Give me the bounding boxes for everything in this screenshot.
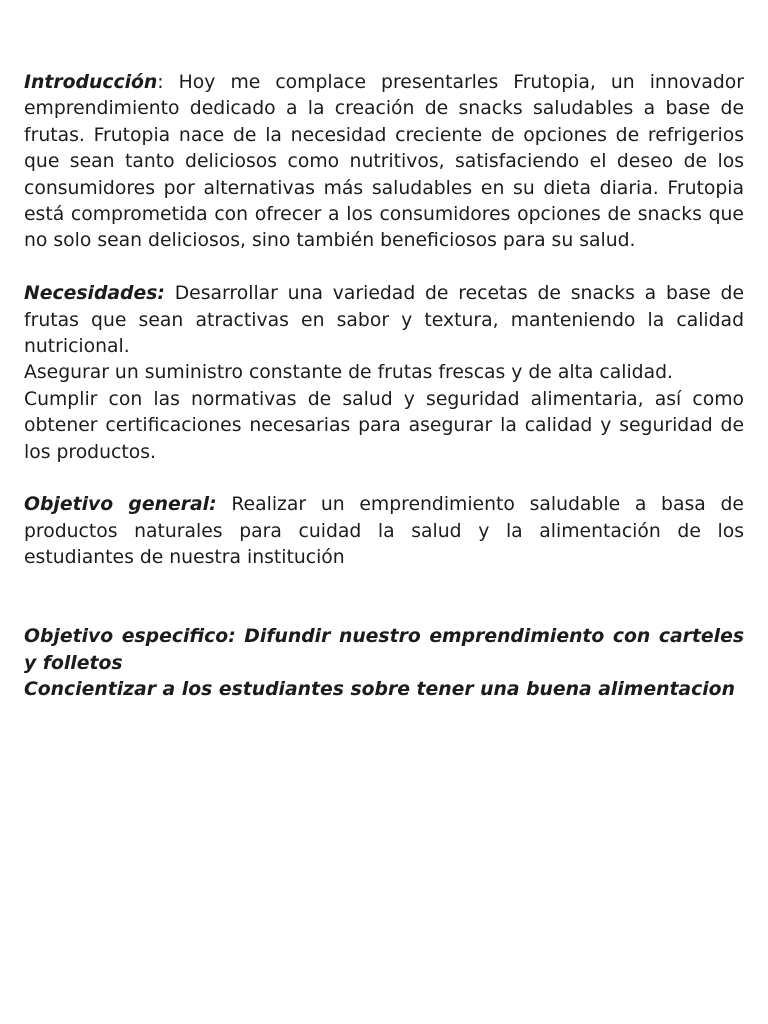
necesidades-paragraph bbox=[24, 281, 744, 360]
introduccion-label: Introducción bbox=[24, 72, 158, 93]
introduccion-text: : Hoy me complace presentarles Frutopia, un innovador emprendimiento dedicado a la creación de snacks saludables a base de frutas. Frutopia nace de la necesidad creciente de opciones de refrigerios que sean tanto deliciosos como nutritivos, satisfaciendo el deseo de los consumidores por alternativas más saludables en su dieta diaria. Frutopia está comprometida con ofrecer a los consumidores opciones de snacks que no solo sean deliciosos, sino también beneficiosos para su salud. bbox=[24, 72, 744, 252]
objetivo-especifico-item-2: Concientizar a los estudiantes sobre tener una buena alimentacion bbox=[24, 679, 735, 701]
objetivo-especifico-text: Difundir nuestro emprendimiento con carteles y folletos bbox=[24, 626, 744, 674]
necesidades-item-2: Asegurar un suministro constante de frutas frescas y de alta calidad. bbox=[24, 362, 673, 384]
objetivo-general-text: Realizar un emprendimiento saludable a basa de productos naturales para cuidad la salud y la alimentación de los estudiantes de nuestra institución bbox=[24, 494, 744, 569]
introduccion-paragraph bbox=[24, 70, 744, 255]
necesidades-label: Necesidades: bbox=[24, 283, 165, 305]
objetivo-especifico-label: Objetivo especifico: bbox=[24, 626, 236, 648]
spacer bbox=[24, 466, 744, 492]
necesidades-text: Desarrollar una variedad de recetas de snacks a base de frutas que sean atractivas en sabor y textura, manteniendo la calidad nutricional. bbox=[24, 283, 744, 358]
objetivo-general-label: Objetivo general: bbox=[24, 494, 217, 516]
objetivo-especifico-paragraph bbox=[24, 624, 744, 677]
spacer bbox=[24, 255, 744, 281]
spacer bbox=[24, 572, 744, 625]
necesidades-item-3: Cumplir con las normativas de salud y seguridad alimentaria, así como obtener certificaciones necesarias para asegurar la calidad y seguridad de los productos. bbox=[24, 388, 744, 463]
objetivo-general-paragraph bbox=[24, 492, 744, 571]
document-page bbox=[24, 70, 744, 704]
